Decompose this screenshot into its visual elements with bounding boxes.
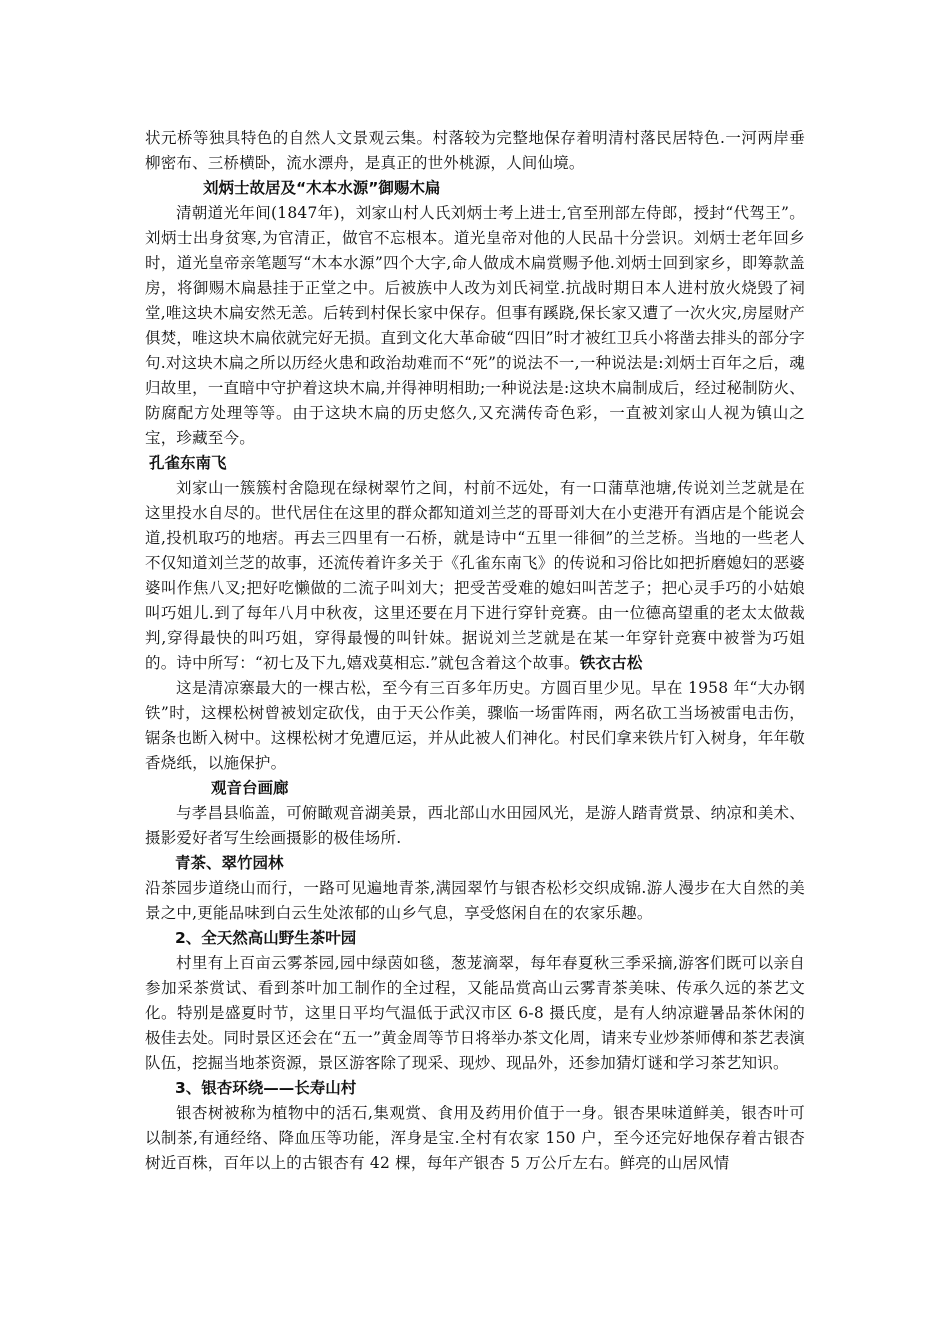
heading-liu-residence: 刘炳士故居及“木本水源”御赐木扁 <box>203 179 441 197</box>
paragraph-wild-tea-garden: 村里有上百亩云雾茶园,园中绿茵如毯，葱茏滴翠，每年春夏秋三季采摘,游客们既可以亲自参加采茶赏试、看到茶叶加工制作的全过程，又能品赏高山云雾青茶美味、传承久远的茶艺文化。特别是盛夏时节，这里日平均气温低于武汉市区 6-8 摄氏度，是有人纳凉避暑品茶休闲的极佳去处。同时景区还会在“五一”黄金周等节日将举办茶文化周，请来专业炒茶师傅和茶艺表演队伍，挖掘当地茶资源，景区游客除了现采、现炒、现品外，还参加猜灯谜和学习茶艺知识。 <box>145 954 805 1072</box>
paragraph-peacock <box>145 476 805 676</box>
document-body <box>145 126 805 1176</box>
paragraph-liu-residence: 清朝道光年间(1847年)，刘家山村人氏刘炳士考上进士,官至刑部左侍郎，授封“代驾王”。刘炳士出身贫寒,为官清正，做官不忘根本。道光皇帝对他的人民品十分尝识。刘炳士老年回乡时，道光皇帝亲笔题写“木本水源”四个大字,命人做成木扁赏赐予他.刘炳士回到家乡，即筹款盖房，将御赐木扁悬挂于正堂之中。后被族中人改为刘氏祠堂.抗战时期日本人进村放火烧毁了祠堂,唯这块木扁安然无恙。后转到村保长家中保存。但事有蹊跷,保长家又遭了一次火灾,房屋财产俱焚，唯这块木扁依就完好无损。直到文化大革命破“四旧”时才被红卫兵小将凿去排头的部分字句.对这块木扁之所以历经火患和政治劫难而不“死”的说法不一,一种说法是:刘炳士百年之后，魂归故里，一直暗中守护着这块木扁,并得神明相助;一种说法是:这块木扁制成后，经过秘制防火、防腐配方处理等等。由于这块木扁的历史悠久,又充满传奇色彩，一直被刘家山人视为镇山之宝，珍藏至今。 <box>145 204 805 447</box>
heading-peacock: 孔雀东南飞 <box>149 454 227 472</box>
paragraph-iron-pine: 这是清凉寨最大的一棵古松，至今有三百多年历史。方圆百里少见。早在 1958 年“大办钢铁”时，这棵松树曾被划定砍伐，由于天公作美，骤临一场雷阵雨，两名砍工当场被雷电击伤，锯条也断入树中。这棵松树才免遭厄运，并从此被人们神化。村民们拿来铁片钉入树身，年年敬香烧纸，以施保护。 <box>145 679 805 772</box>
paragraph-guanyin-gallery: 与孝昌县临盖，可俯瞰观音湖美景，西北部山水田园风光，是游人踏青赏景、纳凉和美术、摄影爱好者写生绘画摄影的极佳场所. <box>145 804 805 847</box>
heading-guanyin-gallery: 观音台画廊 <box>211 779 289 797</box>
paragraph-peacock-text: 刘家山一簇簇村舍隐现在绿树翠竹之间，村前不远处，有一口蒲草池塘,传说刘兰芝就是在这里投水自尽的。世代居住在这里的群众都知道刘兰芝的哥哥刘大在小吏港开有酒店是个能说会道,投机取巧的地痞。再去三四里有一石桥，就是诗中“五里一徘徊”的兰芝桥。当地的一些老人不仅知道刘兰芝的故事，还流传着许多关于《孔雀东南飞》的传说和习俗比如把折磨媳妇的恶婆婆叫作焦八叉;把好吃懒做的二流子叫刘大；把受苦受难的媳妇叫苦芝子；把心灵手巧的小姑娘叫巧姐儿.到了每年八月中秋夜，这里还要在月下进行穿针竞赛。由一位德高望重的老太太做裁判,穿得最快的叫巧姐，穿得最慢的叫针妹。据说刘兰芝就是在某一年穿针竞赛中被誉为巧姐的。诗中所写：“初七及下九,嬉戏莫相忘.”就包含着这个故事。 <box>145 479 805 672</box>
intro-paragraph: 状元桥等独具特色的自然人文景观云集。村落较为完整地保存着明清村落民居特色.一河两岸垂柳密布、三桥横卧，流水漂舟，是真正的世外桃源，人间仙境。 <box>145 129 805 172</box>
heading-iron-pine: 铁衣古松 <box>579 654 643 672</box>
heading-wild-tea-garden: 2、全天然高山野生茶叶园 <box>175 929 357 947</box>
heading-tea-bamboo-garden: 青茶、翠竹园林 <box>175 854 284 872</box>
paragraph-ginkgo-village: 银杏树被称为植物中的活石,集观赏、食用及药用价值于一身。银杏果味道鲜美，银杏叶可以制茶,有通经络、降血压等功能，浑身是宝.全村有农家 150 户，至今还完好地保存着古银杏树近百株，百年以上的古银杏有 42 棵，每年产银杏 5 万公斤左右。鲜亮的山居风情 <box>145 1104 805 1172</box>
paragraph-tea-bamboo-garden: 沿茶园步道绕山而行，一路可见遍地青茶,满园翠竹与银杏松杉交织成锦.游人漫步在大自然的美景之中,更能品味到白云生处浓郁的山乡气息，享受悠闲自在的农家乐趣。 <box>145 879 805 922</box>
heading-ginkgo-village: 3、银杏环绕——长寿山村 <box>175 1079 357 1097</box>
